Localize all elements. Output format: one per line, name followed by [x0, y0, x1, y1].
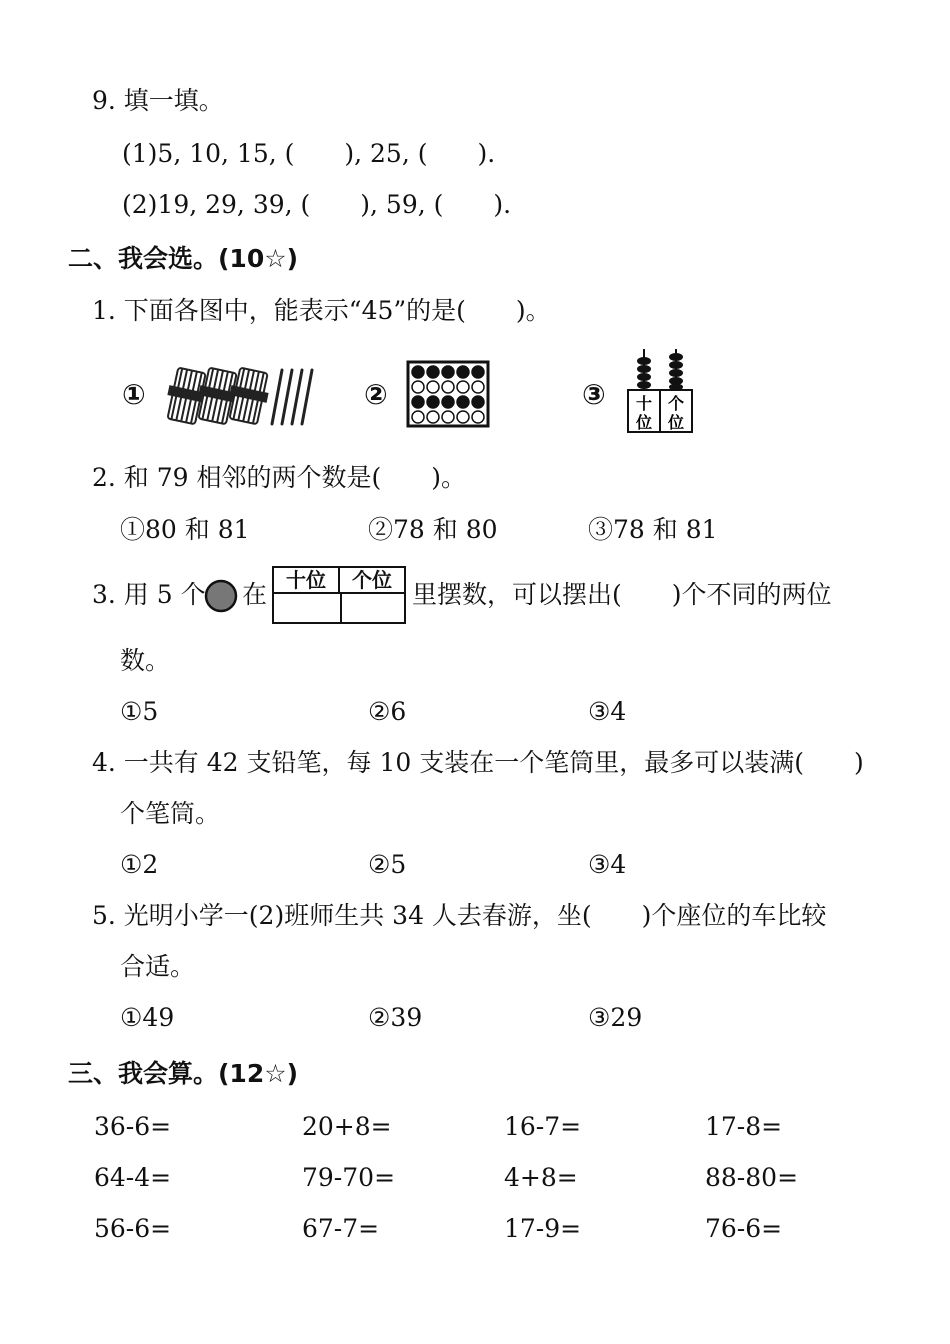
q4-stem-b: 个笔筒。	[120, 799, 221, 828]
bundle-icon	[164, 367, 272, 425]
calc-2-2: 79-70=	[302, 1163, 396, 1192]
q3-stem-a: 3. 用 5 个	[92, 580, 206, 609]
q3-stem-d: 数。	[120, 646, 171, 675]
q3-option-2: ②6	[368, 697, 407, 726]
q2-option-2: ②78 和 80	[368, 515, 498, 544]
table-header-tens: 十位	[274, 568, 340, 594]
q4-option-1: ①2	[120, 850, 159, 879]
q1-fig-circle-grid	[406, 360, 490, 428]
q2-option-3: ③78 和 81	[588, 515, 718, 544]
q9-title: 9. 填一填。	[92, 86, 224, 115]
q5-option-3: ③29	[588, 1003, 643, 1032]
bead-icon	[204, 579, 238, 613]
q3-option-3: ③4	[588, 697, 627, 726]
calc-3-1: 56-6=	[94, 1214, 172, 1243]
q3-stem-c: 里摆数，可以摆出( )个不同的两位	[412, 580, 832, 609]
section-3-heading: 三、我会算。(12☆)	[68, 1059, 299, 1088]
q5-option-2: ②39	[368, 1003, 423, 1032]
q4-stem-a: 4. 一共有 42 支铅笔，每 10 支装在一个笔筒里，最多可以装满( )	[92, 748, 864, 777]
q9-line-1: (1)5, 10, 15, ( ), 25, ( ).	[122, 139, 496, 168]
calc-1-2: 20+8=	[302, 1112, 392, 1141]
q1-stem: 1. 下面各图中，能表示“45”的是( )。	[92, 296, 551, 325]
q1-label-2: ②	[364, 378, 388, 411]
place-value-table	[272, 566, 406, 624]
q5-option-1: ①49	[120, 1003, 175, 1032]
q2-option-1: ①80 和 81	[120, 515, 250, 544]
abacus-label-3: 个	[667, 394, 685, 413]
calc-2-1: 64-4=	[94, 1163, 172, 1192]
table-header-ones: 个位	[340, 568, 404, 594]
q3-option-1: ①5	[120, 697, 159, 726]
calc-1-3: 16-7=	[504, 1112, 582, 1141]
calc-2-3: 4+8=	[504, 1163, 578, 1192]
calc-3-3: 17-9=	[504, 1214, 582, 1243]
abacus-label-1: 十	[635, 394, 653, 413]
q2-stem: 2. 和 79 相邻的两个数是( )。	[92, 463, 467, 492]
calc-2-4: 88-80=	[705, 1163, 799, 1192]
q4-option-3: ③4	[588, 850, 627, 879]
q9-line-2: (2)19, 29, 39, ( ), 59, ( ).	[122, 190, 512, 219]
q1-label-1: ①	[122, 378, 146, 411]
q5-stem-b: 合适。	[120, 952, 196, 981]
sticks-icon	[272, 370, 312, 424]
q1-label-3: ③	[582, 378, 606, 411]
q1-fig-bundles	[160, 358, 315, 430]
calc-1-4: 17-8=	[705, 1112, 783, 1141]
q5-stem-a: 5. 光明小学一(2)班师生共 34 人去春游，坐( )个座位的车比较	[92, 901, 827, 930]
calc-3-2: 67-7=	[302, 1214, 380, 1243]
q1-fig-abacus	[624, 347, 696, 435]
table-divider	[340, 594, 342, 622]
calc-1-1: 36-6=	[94, 1112, 172, 1141]
section-2-heading: 二、我会选。(10☆)	[68, 244, 299, 273]
abacus-label-2: 位	[635, 413, 653, 432]
abacus-label-4: 位	[667, 413, 685, 432]
q3-stem-b: 在	[242, 580, 268, 609]
q4-option-2: ②5	[368, 850, 407, 879]
calc-3-4: 76-6=	[705, 1214, 783, 1243]
